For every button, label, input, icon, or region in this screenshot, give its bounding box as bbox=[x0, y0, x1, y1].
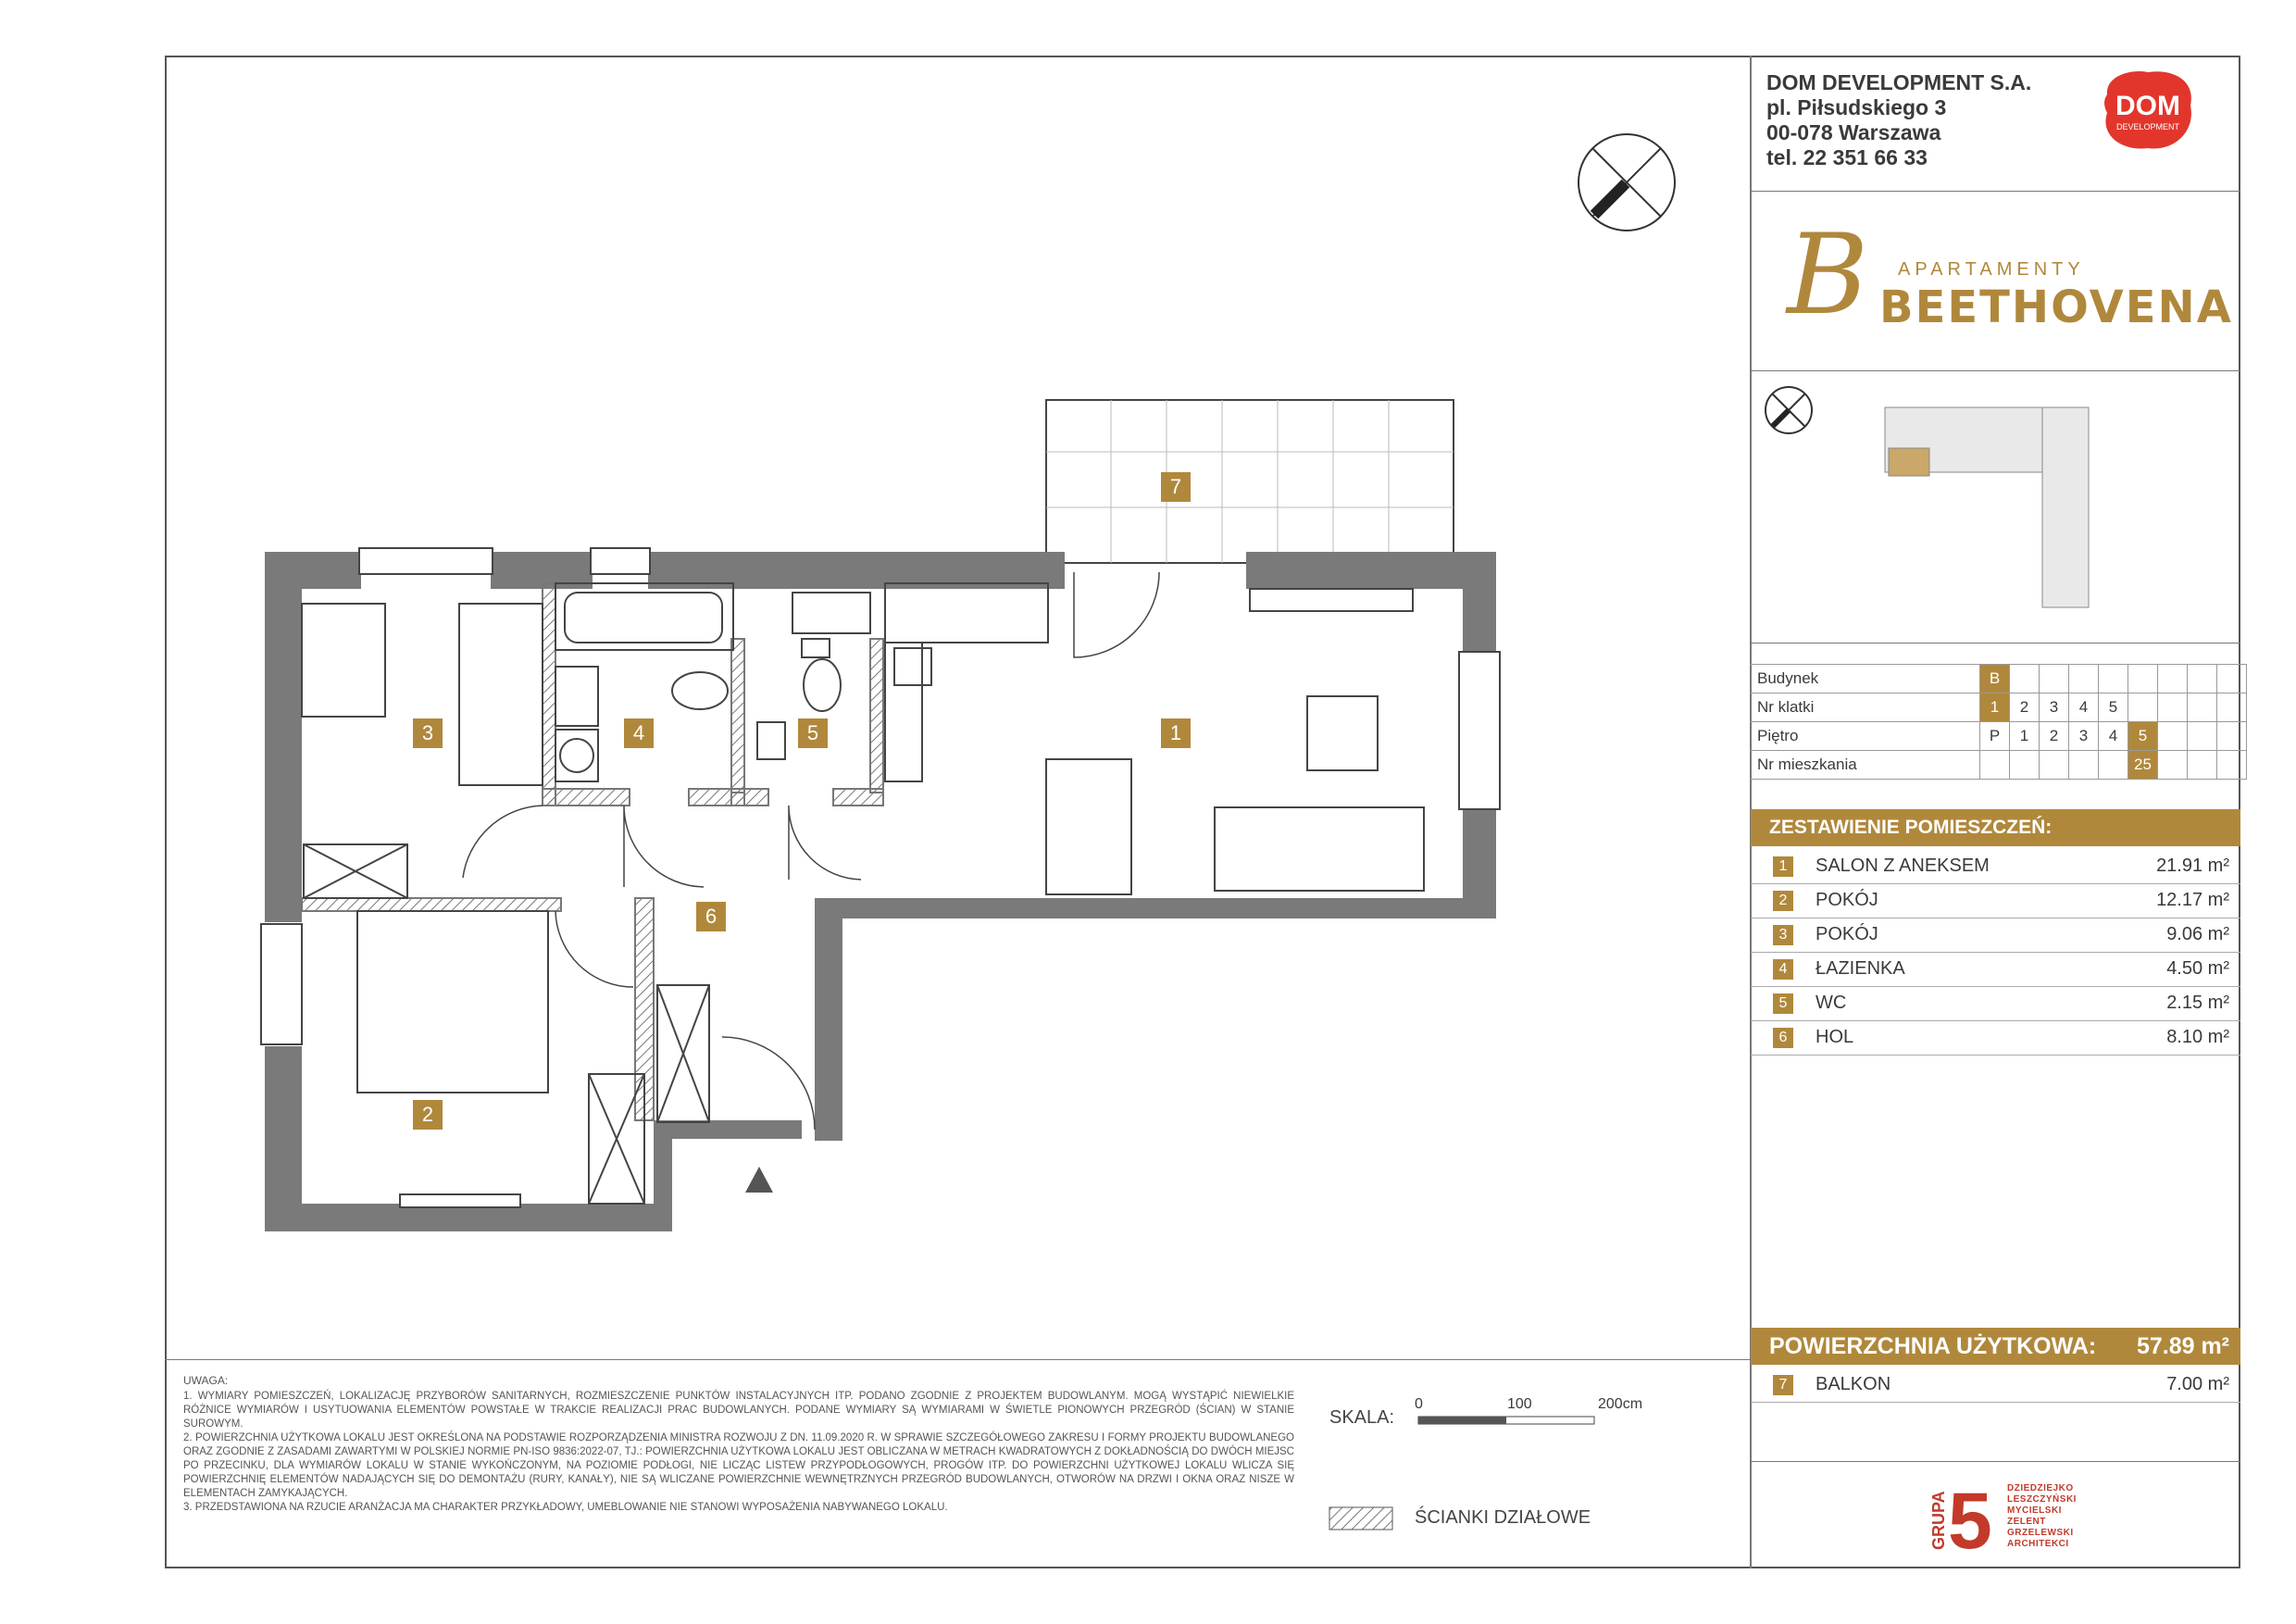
plan-label-7: 7 bbox=[1161, 472, 1191, 502]
plan-label-3: 3 bbox=[413, 718, 443, 748]
inner-walls bbox=[302, 583, 883, 1120]
furniture bbox=[302, 583, 1424, 1204]
company-info bbox=[1766, 70, 2031, 170]
note-item: 1. WYMIARY POMIESZCZEŃ, LOKALIZACJĘ PRZYBORÓW SANITARNYCH, ROZMIESZCZENIE PUNKTÓW INSTALACYJNYCH ITP. PODANO ZGODNIE Z PROJEKTEM BUDOWLANYM. MOGĄ WYSTĄPIĆ NIEWIELKIE RÓŻNICE WYMIARÓW I USYTUOWANIA ELEMENTÓW POWSTAŁE W TRAKCIE REALIZACJI PRAC BUDOWLANYCH. PODANE WYMIARY SĄ WYMIARAMI W ŚWIETLE PIONOWYCH PRZEGRÓD (ŚCIAN) W STANIE SUROWYM. bbox=[183, 1391, 1294, 1430]
scale-tick-0: 0 bbox=[1415, 1396, 1423, 1412]
plan-label-1: 1 bbox=[1161, 718, 1191, 748]
notes-block bbox=[183, 1374, 1294, 1515]
grupa-name: ARCHITEKCI bbox=[2007, 1539, 2069, 1549]
pietro-cell: 5 bbox=[2128, 722, 2158, 751]
room-number: 7 bbox=[1773, 1375, 1793, 1395]
label-mieszkanie: Nr mieszkania bbox=[1750, 751, 1980, 780]
company-name: DOM DEVELOPMENT S.A. bbox=[1766, 70, 2032, 94]
room-name: WC bbox=[1816, 993, 1847, 1013]
pietro-cell: 1 bbox=[2010, 722, 2040, 751]
pietro-cell: 4 bbox=[2099, 722, 2128, 751]
grupa-name: LESZCZYŃSKI bbox=[2007, 1494, 2077, 1505]
list-item bbox=[1751, 884, 2240, 918]
label-pietro: Piętro bbox=[1750, 722, 1980, 751]
balcony-area bbox=[1046, 400, 1454, 563]
keyplan bbox=[1885, 407, 2089, 607]
scale-tick-200: 200cm bbox=[1598, 1396, 1643, 1412]
plan-label-2: 2 bbox=[413, 1100, 443, 1130]
room-area: 4.50 m² bbox=[2166, 958, 2229, 979]
note-item: 2. POWIERZCHNIA UŻYTKOWA LOKALU JEST OKREŚLONA NA PODSTAWIE ROZPORZĄDZENIA MINISTRA ROZWOJU Z DN. 11.09.2020 R. W SPRAWIE SZCZEGÓŁOWEGO ZAKRESU I FORMY PROJEKTU BUDOWLANEGO ORAZ ZGODNIE Z ZASADAMI ZAWARTYMI W POLSKIEJ NORMIE PN-ISO 9836:2022-07, TJ.: POWIERZCHNIA UŻYTKOWA LOKALU JEST OBLICZANA W METRACH KWADRATOWYCH Z DOKŁADNOŚCIĄ DO DWÓCH MIEJSC PO PRZECINKU, DLA WYMIARÓW LOKALU W STANIE WYKOŃCZONYM, NA POZIOMIE PODŁOGI, NIE LICZĄC LISTEW PRZYPODŁOGOWYCH, PROGÓW ITP. DO POWIERZCHNI UŻYTKOWEJ LOKALU WLICZA SIĘ POWIERZCHNIĘ ELEMENTÓW NADAJĄCYCH SIĘ DO DEMONTAŻU (RURY, KANAŁY), NIE SĄ WLICZANE POWIERZCHNIE WEWNĘTRZNYCH PRZEGRÓD BUDOWLANYCH, OTWORÓW NA DRZWI I OKNA ORAZ NISZE W ELEMENTACH ZAMYKAJĄCYCH. bbox=[183, 1432, 1294, 1499]
room-name: POKÓJ bbox=[1816, 924, 1878, 944]
logo-text-sub: DEVELOPMENT bbox=[2115, 122, 2180, 131]
row-budynek bbox=[1750, 665, 2247, 693]
plan-label-5: 5 bbox=[798, 718, 828, 748]
row-mieszkanie bbox=[1750, 751, 2247, 780]
room-number: 1 bbox=[1773, 856, 1793, 877]
scale-bar bbox=[1418, 1417, 1594, 1424]
brand-monogram: B bbox=[1787, 211, 1869, 340]
note-item: 3. PRZEDSTAWIONA NA RZUCIE ARANŻACJA MA CHARAKTER PRZYKŁADOWY, UMEBLOWANIE NIE STANOWI WYPOSAŻENIA NABYWANEGO LOKALU. bbox=[183, 1502, 948, 1513]
value-mieszkanie: 25 bbox=[2128, 751, 2158, 780]
list-item bbox=[1751, 1368, 2240, 1403]
brand-line2: BEETHOVENA bbox=[1879, 281, 2233, 333]
dom-development-logo bbox=[2094, 67, 2202, 156]
entrance-marker-icon bbox=[745, 1167, 773, 1193]
pietro-cell: 2 bbox=[2040, 722, 2069, 751]
scale-label: SKALA: bbox=[1329, 1407, 1395, 1428]
rooms-header bbox=[1751, 809, 2240, 846]
total-area-value: 57.89 m² bbox=[2136, 1332, 2229, 1359]
klatka-cell: 1 bbox=[1980, 693, 2010, 722]
logo-text-main: DOM bbox=[2115, 91, 2180, 121]
room-number: 4 bbox=[1773, 959, 1793, 980]
pietro-cell: P bbox=[1980, 722, 2010, 751]
klatka-cell: 3 bbox=[2040, 693, 2069, 722]
room-number: 3 bbox=[1773, 925, 1793, 945]
grupa-number: 5 bbox=[1948, 1478, 1992, 1552]
legend-label: ŚCIANKI DZIAŁOWE bbox=[1415, 1507, 1591, 1528]
room-list bbox=[1751, 850, 2240, 1056]
notes-title: UWAGA: bbox=[183, 1374, 229, 1387]
grupa-names bbox=[2007, 1483, 2077, 1550]
room-area: 12.17 m² bbox=[2156, 890, 2229, 910]
list-item bbox=[1751, 953, 2240, 987]
label-klatka: Nr klatki bbox=[1750, 693, 1980, 722]
plan-label-6: 6 bbox=[696, 902, 726, 931]
room-name: POKÓJ bbox=[1816, 890, 1878, 910]
room-area: 21.91 m² bbox=[2156, 856, 2229, 876]
list-item bbox=[1751, 987, 2240, 1021]
room-name: HOL bbox=[1816, 1027, 1854, 1047]
klatka-cell: 5 bbox=[2099, 693, 2128, 722]
grupa5-logo bbox=[1926, 1478, 2000, 1552]
grupa-name: MYCIELSKI bbox=[2007, 1505, 2062, 1516]
legend-swatch bbox=[1329, 1507, 1392, 1530]
list-item bbox=[1751, 918, 2240, 953]
apartment-info-table bbox=[1750, 664, 2247, 780]
rooms-header-text: ZESTAWIENIE POMIESZCZEŃ: bbox=[1769, 817, 2053, 838]
list-item bbox=[1751, 1021, 2240, 1056]
grupa-name: DZIEDZIEJKO bbox=[2007, 1483, 2074, 1493]
klatka-cell: 4 bbox=[2069, 693, 2099, 722]
keyplan-compass-icon bbox=[1766, 387, 1812, 433]
grupa-name: GRZELEWSKI bbox=[2007, 1528, 2074, 1538]
room-number: 2 bbox=[1773, 891, 1793, 911]
compass-icon bbox=[1578, 134, 1675, 231]
doors bbox=[463, 572, 1159, 1130]
company-phone: tel. 22 351 66 33 bbox=[1766, 145, 1928, 169]
total-area-label: POWIERZCHNIA UŻYTKOWA: bbox=[1769, 1332, 2097, 1359]
company-city: 00-078 Warszawa bbox=[1766, 120, 1941, 144]
value-budynek: B bbox=[1980, 665, 2010, 693]
brand-line1: APARTAMENTY bbox=[1898, 259, 2085, 280]
room-name: SALON Z ANEKSEM bbox=[1816, 856, 1990, 876]
room-number: 6 bbox=[1773, 1028, 1793, 1048]
room-number: 5 bbox=[1773, 993, 1793, 1014]
room-name: BALKON bbox=[1816, 1374, 1891, 1394]
balcony-row bbox=[1751, 1368, 2240, 1403]
row-klatka bbox=[1750, 693, 2247, 722]
row-pietro bbox=[1750, 722, 2247, 751]
room-name: ŁAZIENKA bbox=[1816, 958, 1905, 979]
label-budynek: Budynek bbox=[1750, 665, 1980, 693]
grupa-name: ZELENT bbox=[2007, 1517, 2046, 1527]
total-area-bar bbox=[1751, 1328, 2240, 1365]
scale-tick-100: 100 bbox=[1507, 1396, 1532, 1412]
list-item bbox=[1751, 850, 2240, 884]
grupa-word: GRUPA bbox=[1929, 1491, 1948, 1550]
room-area: 9.06 m² bbox=[2166, 924, 2229, 944]
pietro-cell: 3 bbox=[2069, 722, 2099, 751]
company-street: pl. Piłsudskiego 3 bbox=[1766, 95, 1947, 119]
klatka-cell: 2 bbox=[2010, 693, 2040, 722]
plan-label-4: 4 bbox=[624, 718, 654, 748]
room-area: 8.10 m² bbox=[2166, 1027, 2229, 1047]
room-area: 7.00 m² bbox=[2166, 1374, 2229, 1394]
room-area: 2.15 m² bbox=[2166, 993, 2229, 1013]
